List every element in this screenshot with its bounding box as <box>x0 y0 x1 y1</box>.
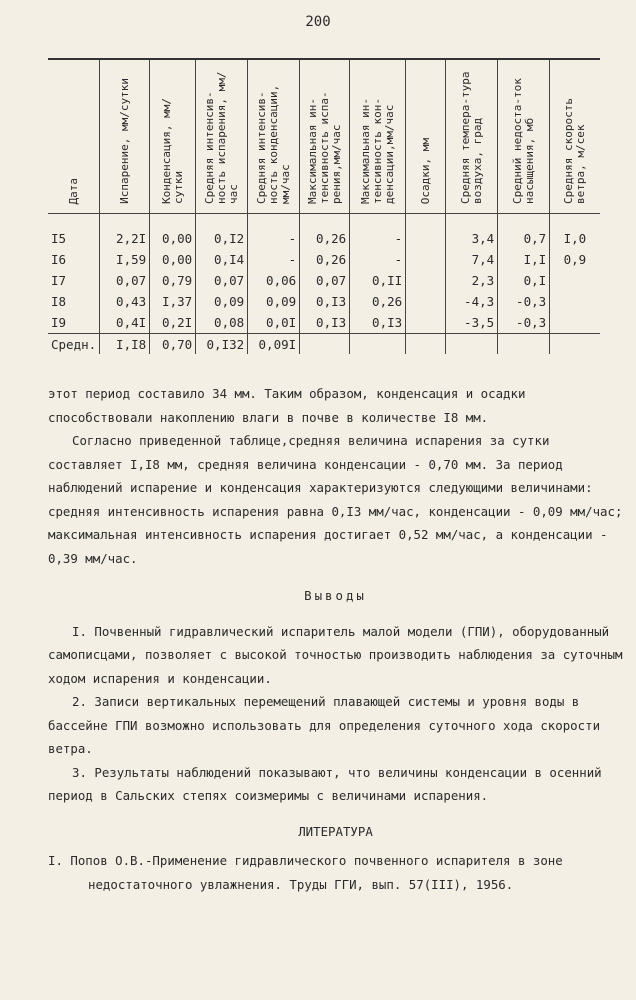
conclusion-item: I. Почвенный гидравлический испаритель малой модели (ГПИ), оборудованный самописцами, позволяет с высокой точностью производить наблюдения за суточным ходом испарения и конденсации. <box>48 623 623 686</box>
table-row: I5 2,2I 0,00 0,I2 - 0,26 - 3,4 0,7 I,0 <box>48 214 600 250</box>
col-header: Средняя темпера-тура воздуха, град <box>446 59 498 214</box>
conclusions-heading: Выводы <box>304 588 367 603</box>
table-row: I8 0,43 I,37 0,09 0,09 0,I3 0,26 -4,3 -0,3 <box>48 291 600 312</box>
references-heading: ЛИТЕРАТУРА <box>298 823 373 839</box>
paragraph: Согласно приведенной таблице,средняя величина испарения за сутки составляет I,I8 мм, средняя величина конденсации - 0,70 мм. За период наблюдений испарение и конденсация характеризуются следующими величинами: средняя интенсивность испарения равна 0,I3 мм/час, конденсации - 0,09 мм/час; максимальная интенсивность испарения достигает 0,52 мм/час, а конденсации - 0,39 мм/час. <box>48 433 623 566</box>
col-header: Осадки, мм <box>406 59 446 214</box>
page-number: 200 <box>305 14 331 30</box>
conclusion-item: 2. Записи вертикальных перемещений плавающей системы и уровня воды в бассейне ГПИ возможно использовать для определения суточного хода скорости ветра. <box>48 694 601 756</box>
table-row: I6 I,59 0,00 0,I4 - 0,26 - 7,4 I,I 0,9 <box>48 249 600 270</box>
col-header: Испарение, мм/сутки <box>100 59 150 214</box>
col-header: Максимальная ин-тенсивность кон-денсации,мм/час <box>350 59 406 214</box>
data-table <box>48 58 600 354</box>
reference-item: I. Попов О.В.-Применение гидравлического почвенного испарителя в зоне недостаточного увлажнения. Труды ГГИ, вып. 57(III), 1956. <box>48 853 563 892</box>
body-text <box>48 382 623 896</box>
col-header: Средняя интенсив-ность конденсации, мм/час <box>248 59 300 214</box>
table-mean-row: Средн. I,I8 0,70 0,I32 0,09I <box>48 334 600 355</box>
paragraph: этот период составило 34 мм. Таким образом, конденсация и осадки способствовали накоплению влаги в почве в количестве I8 мм. <box>48 386 526 425</box>
col-header: Максимальная ин-тенсивность испа-рения,мм/час <box>300 59 350 214</box>
table-header-row <box>48 59 600 214</box>
table-row: I7 0,07 0,79 0,07 0,06 0,07 0,II 2,3 0,I <box>48 270 600 291</box>
table-row: I9 0,4I 0,2I 0,08 0,0I 0,I3 0,I3 -3,5 -0,3 <box>48 312 600 334</box>
col-header: Средняя интенсив-ность испарения, мм/час <box>196 59 248 214</box>
conclusion-item: 3. Результаты наблюдений показывают, что величины конденсации в осенний период в Сальских степях соизмеримы с величинами испарения. <box>48 764 602 803</box>
col-header: Дата <box>48 59 100 214</box>
col-header: Конденсация, мм/сутки <box>150 59 196 214</box>
col-header: Средний недоста-ток насыщения, мб <box>498 59 550 214</box>
col-header: Средняя скорость ветра, м/сек <box>550 59 600 214</box>
